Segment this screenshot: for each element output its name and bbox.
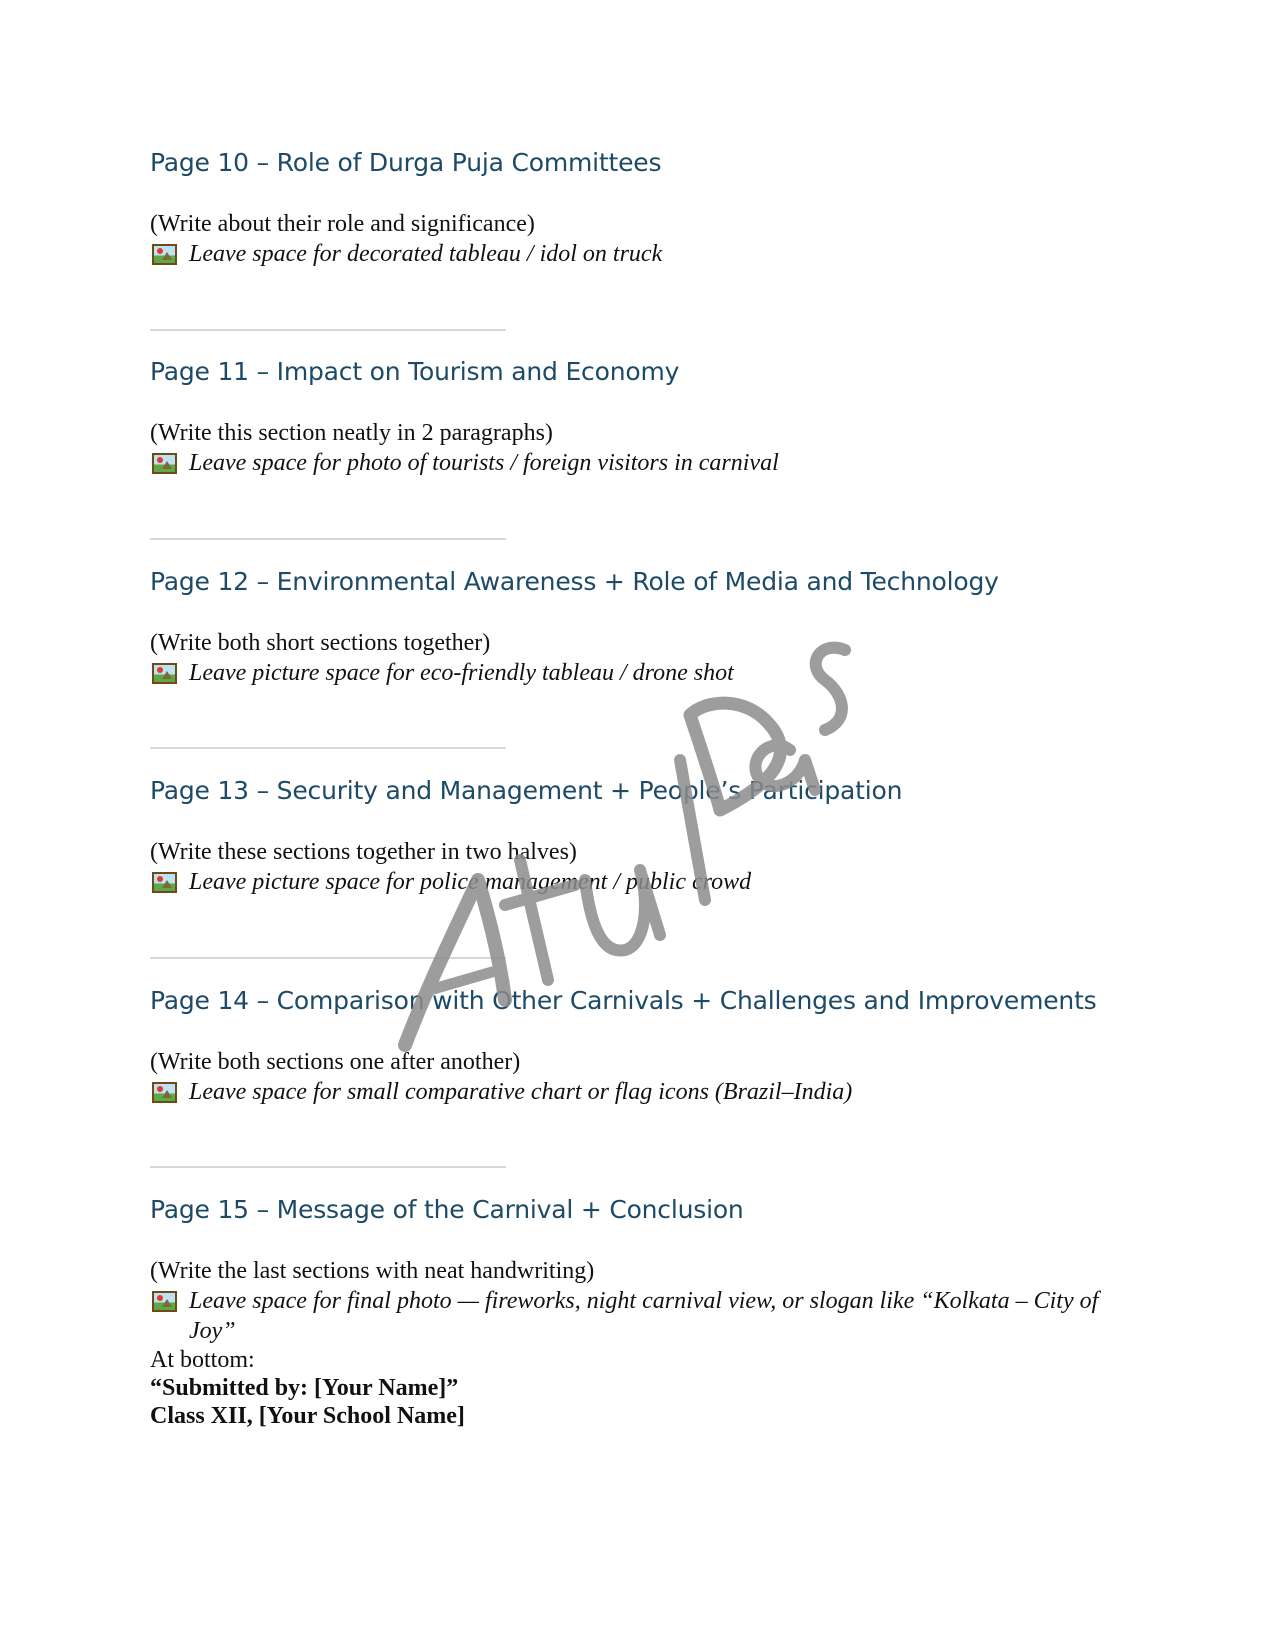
section-page-15 (150, 1194, 1130, 1430)
section-page-13 (150, 775, 1130, 897)
section-divider (150, 957, 506, 959)
section-heading: Page 10 – Role of Durga Puja Committees (150, 148, 662, 177)
section-heading: Page 15 – Message of the Carnival + Conclusion (150, 1195, 744, 1224)
submitted-by-line: “Submitted by: [Your Name]” (150, 1375, 459, 1401)
at-bottom-label: At bottom: (150, 1347, 255, 1373)
framed-picture-icon (152, 453, 177, 474)
section-page-10 (150, 147, 1130, 269)
class-school-line: Class XII, [Your School Name] (150, 1403, 465, 1429)
section-heading: Page 12 – Environmental Awareness + Role of Media and Technology (150, 567, 999, 596)
framed-picture-icon (152, 244, 177, 265)
picture-note (150, 1077, 1130, 1107)
picture-note-text: Leave space for small comparative chart or flag icons (Brazil–India) (189, 1079, 853, 1105)
section-divider (150, 747, 506, 749)
picture-note-text: Leave picture space for eco-friendly tableau / drone shot (189, 660, 734, 686)
picture-note-text: Leave picture space for police management / public crowd (189, 869, 752, 895)
section-page-11 (150, 356, 1130, 478)
section-heading: Page 14 – Comparison with Other Carnivals + Challenges and Improvements (150, 986, 1097, 1015)
framed-picture-icon (152, 872, 177, 893)
section-instruction: (Write this section neatly in 2 paragraphs) (150, 420, 553, 446)
picture-note (150, 1286, 1130, 1346)
section-divider (150, 538, 506, 540)
picture-note (150, 658, 1130, 688)
section-instruction: (Write both short sections together) (150, 630, 491, 656)
framed-picture-icon (152, 1082, 177, 1103)
section-instruction: (Write these sections together in two halves) (150, 839, 577, 865)
picture-note (150, 867, 1130, 897)
picture-note-text: Leave space for photo of tourists / foreign visitors in carnival (189, 450, 779, 476)
section-divider (150, 329, 506, 331)
picture-note-text: Leave space for decorated tableau / idol on truck (189, 241, 663, 267)
closing-block (150, 1346, 1130, 1430)
picture-note (150, 448, 1130, 478)
section-heading: Page 11 – Impact on Tourism and Economy (150, 357, 680, 386)
picture-note (150, 239, 1130, 269)
framed-picture-icon (152, 1291, 177, 1312)
section-heading: Page 13 – Security and Management + People’s Participation (150, 776, 903, 805)
section-instruction: (Write about their role and significance) (150, 211, 535, 237)
section-instruction: (Write the last sections with neat handwriting) (150, 1258, 595, 1284)
framed-picture-icon (152, 663, 177, 684)
section-page-12 (150, 566, 1130, 688)
section-divider (150, 1166, 506, 1168)
section-instruction: (Write both sections one after another) (150, 1049, 521, 1075)
picture-note-text: Leave space for final photo — fireworks, night carnival view, or slogan like “Kolkata – City of Joy” (189, 1288, 1099, 1344)
section-page-14 (150, 985, 1130, 1107)
